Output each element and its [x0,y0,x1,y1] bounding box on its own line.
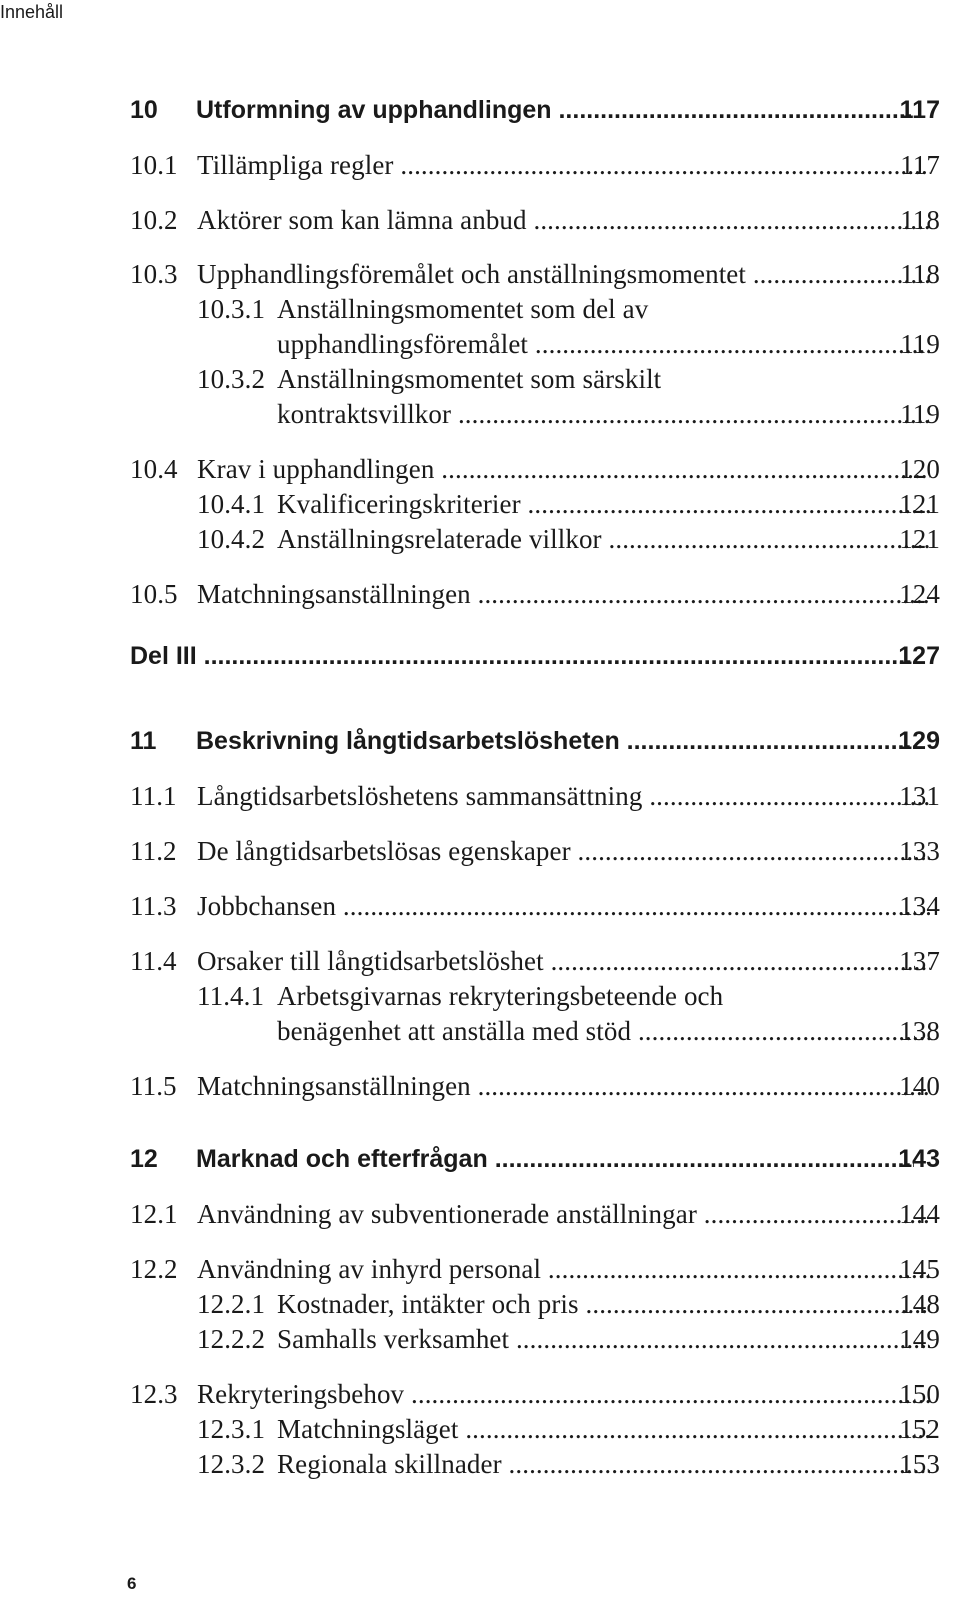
toc-title: Aktörer som kan lämna anbud ..... [197,200,930,240]
toc-title: Upphandlingsföremålet och anställningsmomentet ..... [197,254,930,294]
toc-page: 119 [900,399,940,429]
toc-entry[interactable] [0,941,960,981]
toc-chapter-entry[interactable] [0,1139,960,1179]
toc-page: 144 [899,1199,940,1229]
toc-subentry[interactable] [0,484,960,524]
toc-page: 150 [899,1379,940,1409]
toc-page: 124 [899,579,940,609]
toc-number: 11.3 [130,891,177,921]
toc-number: 10.5 [130,579,178,609]
toc-number: 11.5 [130,1071,177,1101]
toc-number: 10.3.1 [197,294,266,324]
toc-number: 11.2 [130,836,177,866]
toc-entry[interactable] [0,886,960,926]
toc-number: 12.2.1 [197,1289,266,1319]
toc-page: 119 [900,329,940,359]
toc-number: 11.4.1 [197,981,265,1011]
toc-chapter-entry[interactable] [0,721,960,761]
toc-number: 12.3.2 [197,1449,266,1479]
toc-page: 138 [899,1016,940,1046]
toc-page: 131 [899,781,940,811]
toc-subentry[interactable] [0,519,960,559]
toc-number: 10.3.2 [197,364,266,394]
toc-number: 12 [130,1145,158,1173]
toc-title: Jobbchansen ..... [197,886,930,926]
toc-subentry[interactable] [0,1444,960,1484]
toc-title: Orsaker till långtidsarbetslöshet ..... [197,941,930,981]
toc-entry[interactable] [0,254,960,294]
toc-page: 143 [898,1145,940,1173]
toc-subentry-line1[interactable] [0,359,960,399]
toc-page: 149 [899,1324,940,1354]
toc-page: 145 [899,1254,940,1284]
toc-entry[interactable] [0,1249,960,1289]
toc-page: 137 [899,946,940,976]
toc-subentry[interactable] [0,1284,960,1324]
toc-part-entry[interactable] [0,636,960,676]
toc-page: 140 [899,1071,940,1101]
toc-page: 118 [900,259,940,289]
toc-number: 12.2 [130,1254,178,1284]
toc-page: 120 [899,454,940,484]
toc-page: 117 [899,96,940,124]
toc-number: 10.4.1 [197,489,266,519]
toc-title: Arbetsgivarnas rekryteringsbeteende och [277,981,724,1011]
toc-page: 134 [899,891,940,921]
toc-page: 121 [899,524,940,554]
toc-page: 148 [899,1289,940,1319]
toc-title: Samhalls verksamhet ..... [277,1319,930,1359]
toc-chapter-entry[interactable] [0,90,960,130]
toc-subentry[interactable] [0,1409,960,1449]
toc-title: Matchningsanställningen ..... [197,574,930,614]
toc-entry[interactable] [0,449,960,489]
toc-page: 127 [898,642,940,670]
toc-entry[interactable] [0,574,960,614]
toc-entry[interactable] [0,776,960,816]
toc-subentry-line2[interactable] [0,394,960,434]
toc-entry[interactable] [0,831,960,871]
toc-title: Kvalificeringskriterier ..... [277,484,930,524]
toc-entry[interactable] [0,200,960,240]
toc-subentry[interactable] [0,1319,960,1359]
toc-entry[interactable] [0,1374,960,1414]
toc-number: 12.2.2 [197,1324,266,1354]
toc-title: Kostnader, intäkter och pris ..... [277,1284,930,1324]
toc-title: De långtidsarbetslösas egenskaper ..... [197,831,930,871]
toc-title: Användning av inhyrd personal ..... [197,1249,930,1289]
toc-page: 118 [900,205,940,235]
toc-title: Matchningsläget ..... [277,1409,930,1449]
toc-page: 121 [899,489,940,519]
running-header: Innehåll [0,2,64,22]
toc-title-continued: kontraktsvillkor ..... [277,394,930,434]
toc-number: 12.1 [130,1199,178,1229]
toc-title: Anställningsmomentet som del av [277,294,649,324]
toc-title: Anställningsrelaterade villkor ..... [277,519,930,559]
toc-title: Del III ..... [130,636,914,676]
toc-subentry-line2[interactable] [0,1011,960,1051]
toc-title-continued: upphandlingsföremålet ..... [277,324,930,364]
toc-title: Beskrivning långtidsarbetslösheten ..... [196,721,914,761]
toc-entry[interactable] [0,145,960,185]
page-number: 6 [127,1574,137,1593]
toc-title: Rekryteringsbehov ..... [197,1374,930,1414]
toc-entry[interactable] [0,1066,960,1106]
toc-number: 10.4 [130,454,178,484]
toc-number: 12.3 [130,1379,178,1409]
toc-number: 10.3 [130,259,178,289]
toc-title: Anställningsmomentet som särskilt [277,364,662,394]
toc-page: 129 [898,727,940,755]
toc-number: 10.2 [130,205,178,235]
toc-subentry-line2[interactable] [0,324,960,364]
toc-number: 10 [130,96,158,124]
toc-number: 10.1 [130,150,178,180]
toc-number: 11.1 [130,781,177,811]
toc-title: Utformning av upphandlingen ..... [196,90,914,130]
toc-page: 117 [900,150,940,180]
toc-title: Matchningsanställningen ..... [197,1066,930,1106]
toc-subentry-line1[interactable] [0,289,960,329]
toc-page: 133 [899,836,940,866]
toc-number: 10.4.2 [197,524,266,554]
toc-page: 153 [899,1449,940,1479]
toc-subentry-line1[interactable] [0,976,960,1016]
toc-title: Tillämpliga regler ..... [197,145,930,185]
toc-title: Marknad och efterfrågan ..... [196,1139,914,1179]
toc-number: 12.3.1 [197,1414,266,1444]
toc-number: 11.4 [130,946,177,976]
toc-title: Krav i upphandlingen ..... [197,449,930,489]
toc-title-continued: benägenhet att anställa med stöd ..... [277,1011,930,1051]
toc-entry[interactable] [0,1194,960,1234]
toc-number: 11 [130,727,157,755]
toc-title: Regionala skillnader ..... [277,1444,930,1484]
toc-page: 152 [899,1414,940,1444]
toc-title: Användning av subventionerade anställningar ..... [197,1194,930,1234]
toc-title: Långtidsarbetslöshetens sammansättning ..... [197,776,930,816]
